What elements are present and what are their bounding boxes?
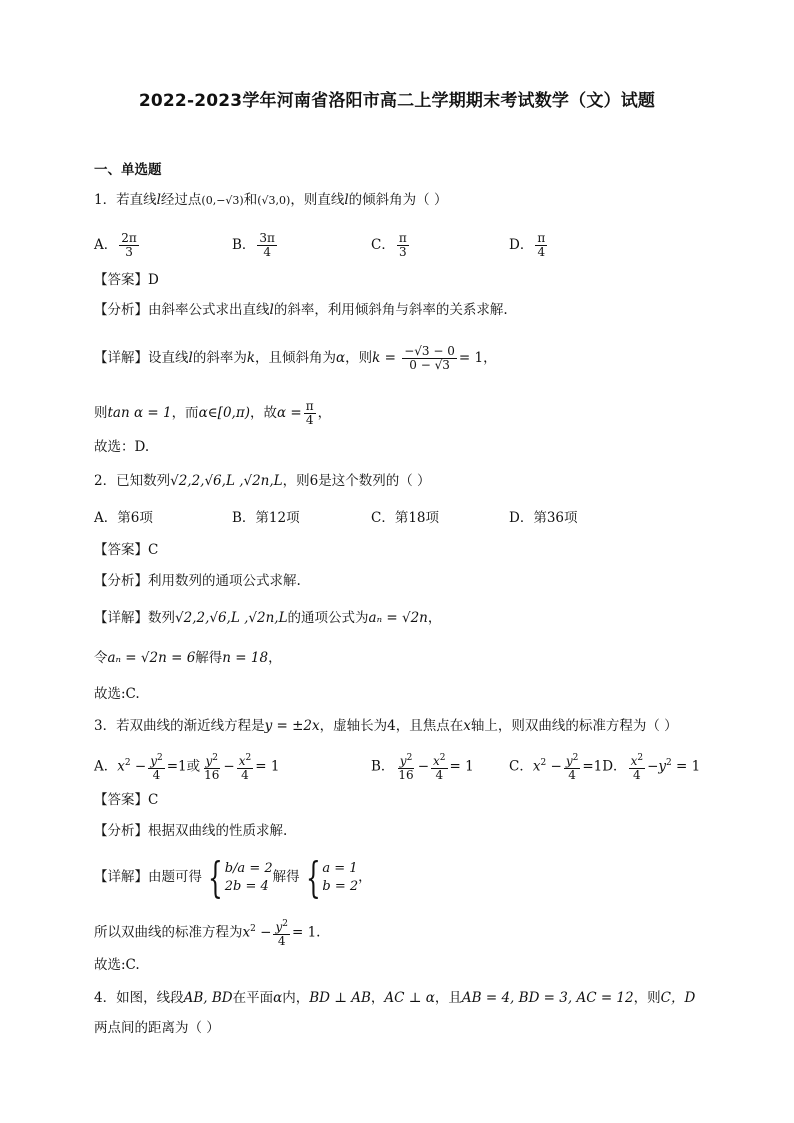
q4-stem: 4．如图，线段AB, BD在平面α内，BD ⊥ AB，AC ⊥ α，且AB = 4, BD = 3, AC = 12，则C，D [94, 990, 696, 1006]
q1-option-d: D． $\frac{\pi}{4}$ [509, 231, 546, 259]
q2-detail: 【详解】数列√2,2,√6,L ,√2n,L的通项公式为aₙ = √2n， [94, 610, 442, 626]
q3-option-b: B． $\frac{y^2}{16}$ − $\frac{x^2}{4}$ = 1 [371, 753, 474, 782]
q2-stem: 2．已知数列√2,2,√6,L ,√2n,L，则6是这个数列的（ ） [94, 473, 431, 489]
q3-option-c-d: C．$x^2$ − $\frac{y^2}{4}$ =1D． $\frac{x^2}{4}$ $-y^2 = 1$ [509, 753, 701, 782]
q1-analysis: 【分析】由斜率公式求出直线l的斜率，利用倾斜角与斜率的关系求解. [94, 302, 508, 318]
q1-option-b: B． $\frac{3\pi}{4}$ [232, 231, 275, 259]
q4-stem-line2: 两点间的距离为（ ） [94, 1020, 220, 1036]
q3-answer: 【答案】C [94, 792, 159, 808]
q2-option-a: A．第6项 [94, 510, 153, 526]
q3-detail: 【详解】由题可得 { b/a = 2 2b = 4 解得 { a = 1 b = 2 ， [94, 852, 372, 902]
q1-option-c: C． $\frac{\pi}{3}$ [371, 231, 407, 259]
system-equations-1: { b/a = 2 2b = 4 [208, 852, 273, 902]
q3-analysis: 【分析】根据双曲线的性质求解. [94, 823, 288, 839]
q1-choose: 故选：D. [94, 439, 150, 455]
q2-option-c: C．第18项 [371, 510, 440, 526]
q3-option-a: A．$x^2$ − $\frac{y^2}{4}$ =1或 $\frac{y^2}{16}$ − $\frac{x^2}{4}$ = 1 [94, 753, 280, 782]
q2-detail-line2: 令aₙ = √2n = 6解得n = 18， [94, 650, 282, 666]
q1-option-a: A． $\frac{2\pi}{3}$ [94, 231, 137, 259]
section-heading: 一、单选题 [94, 162, 162, 178]
q2-option-d: D．第36项 [509, 510, 578, 526]
system-equations-2: { a = 1 b = 2 [305, 852, 359, 902]
q1-detail: 【详解】设直线l的斜率为k，且倾斜角为α，则k = $\frac{-√3 - 0}{0 - √3}$ = 1， [94, 344, 497, 372]
q3-choose: 故选:C. [94, 957, 140, 973]
q3-detail-line2: 所以双曲线的标准方程为$x^2$ − $\frac{y^2}{4}$ = 1. [94, 919, 321, 948]
q3-stem: 3．若双曲线的渐近线方程是y = ±2x，虚轴长为4，且焦点在x轴上，则双曲线的标准方程为（ ） [94, 718, 678, 734]
q1-detail-line2: 则tan α = 1，而α∈[0,π)，故α = $\frac{\pi}{4}$ ， [94, 399, 332, 427]
q1-answer: 【答案】D [94, 272, 159, 288]
q2-analysis: 【分析】利用数列的通项公式求解. [94, 573, 301, 589]
q1-stem: 1．若直线l经过点(0,−√3)和(√3,0)，则直线l的倾斜角为（ ） [94, 192, 448, 208]
q2-option-b: B．第12项 [232, 510, 300, 526]
q2-choose: 故选:C. [94, 686, 140, 702]
q2-answer: 【答案】C [94, 542, 159, 558]
page-title: 2022-2023学年河南省洛阳市高二上学期期末考试数学（文）试题 [138, 91, 656, 111]
